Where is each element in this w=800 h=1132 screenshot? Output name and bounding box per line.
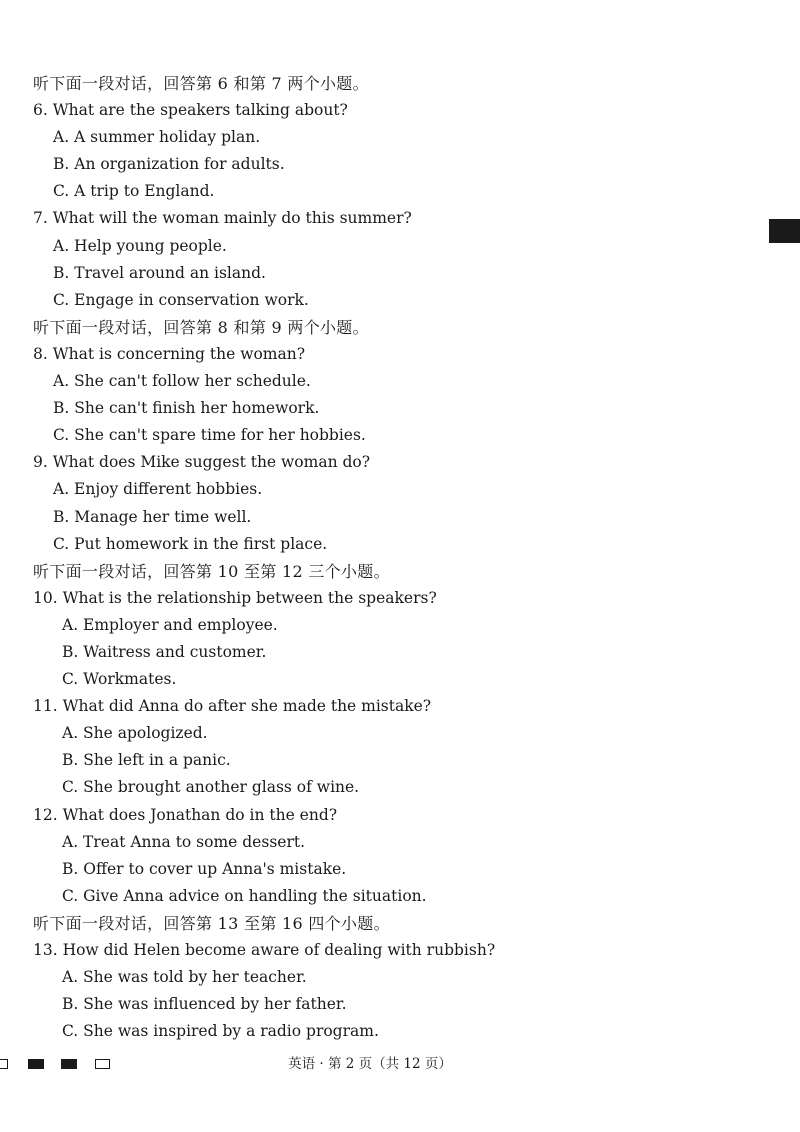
answer-option: C. Engage in conservation work. <box>53 290 309 309</box>
question-stem: 6. What are the speakers talking about? <box>33 101 348 120</box>
question-stem: 9. What does Mike suggest the woman do? <box>33 453 371 472</box>
answer-option: A. Employer and employee. <box>62 615 278 634</box>
answer-option: C. She was inspired by a radio program. <box>62 1022 379 1041</box>
question-stem: 13. How did Helen become aware of dealing with rubbish? <box>33 941 496 959</box>
answer-option: A. Treat Anna to some dessert. <box>62 832 306 851</box>
answer-option: A. She can't follow her schedule. <box>53 372 311 391</box>
answer-option: B. She was influenced by her father. <box>62 995 347 1014</box>
answer-option: B. Manage her time well. <box>53 507 252 526</box>
answer-option: B. Waitress and customer. <box>62 642 267 661</box>
answer-option: A. Enjoy different hobbies. <box>53 480 263 499</box>
answer-option: B. She left in a panic. <box>62 751 231 770</box>
alignment-mark <box>769 219 800 243</box>
section-instruction: 听下面一段对话，回答第 13 至第 16 四个小题。 <box>33 913 390 933</box>
answer-option: A. She apologized. <box>62 724 208 743</box>
question-stem: 10. What is the relationship between the speakers? <box>33 588 437 607</box>
answer-option: C. Workmates. <box>62 670 177 689</box>
answer-option: C. Put homework in the first place. <box>53 534 328 553</box>
answer-option: B. Offer to cover up Anna's mistake. <box>62 859 347 878</box>
answer-option: B. An organization for adults. <box>53 155 285 174</box>
answer-option: A. A summer holiday plan. <box>53 128 261 147</box>
question-stem: 8. What is concerning the woman? <box>33 344 306 363</box>
question-stem: 12. What does Jonathan do in the end? <box>33 805 338 824</box>
section-instruction: 听下面一段对话，回答第 6 和第 7 两个小题。 <box>33 74 369 93</box>
answer-option: C. A trip to England. <box>53 182 215 201</box>
answer-option: A. Help young people. <box>53 236 227 255</box>
section-instruction: 听下面一段对话，回答第 10 至第 12 三个小题。 <box>33 561 390 581</box>
page-number-footer: 英语 · 第 2 页（共 12 页） <box>288 1056 452 1072</box>
exam-page-content <box>33 70 753 1045</box>
answer-option: B. She can't finish her homework. <box>53 399 320 418</box>
answer-option: B. Travel around an island. <box>53 263 266 282</box>
section-instruction: 听下面一段对话，回答第 8 和第 9 两个小题。 <box>33 317 369 337</box>
answer-option: C. She brought another glass of wine. <box>62 778 360 797</box>
answer-option: A. She was told by her teacher. <box>62 968 307 987</box>
question-stem: 11. What did Anna do after she made the mistake? <box>33 697 432 716</box>
answer-option: C. She can't spare time for her hobbies. <box>53 426 366 445</box>
answer-option: C. Give Anna advice on handling the situation. <box>62 886 427 905</box>
question-stem: 7. What will the woman mainly do this summer? <box>33 209 412 228</box>
